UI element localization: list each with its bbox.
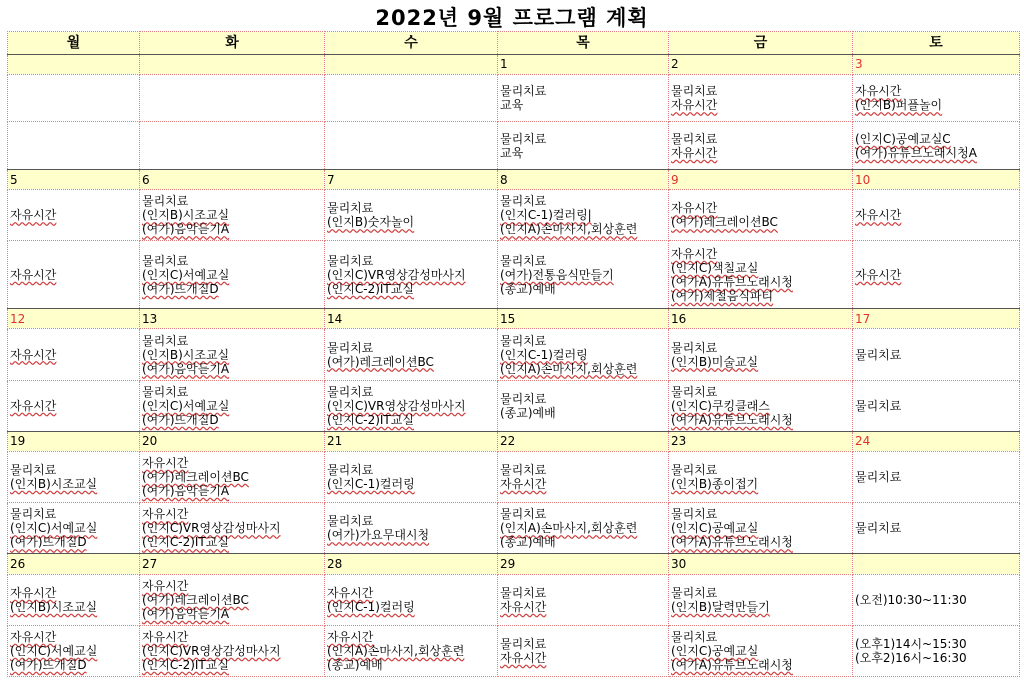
activity-cell-fri xyxy=(669,329,853,380)
program-entry: 물리치료 xyxy=(671,384,718,399)
date-cell-sat xyxy=(853,554,1020,574)
program-entry: 물리치료 xyxy=(327,253,374,268)
program-entry: 자유시간 xyxy=(10,629,57,644)
program-entry: (인지B)종이접기 xyxy=(671,477,759,492)
date-cell-tue: 27 xyxy=(140,554,325,574)
program-entry: 자유시간 xyxy=(671,201,718,216)
activity-row xyxy=(8,190,1020,241)
activity-cell-tue xyxy=(140,625,325,676)
weekday-fri: 금 xyxy=(669,32,853,55)
date-cell-sat: 10 xyxy=(853,170,1020,190)
activity-cell-sat xyxy=(853,329,1020,380)
activity-cell-sat xyxy=(853,241,1020,309)
activity-cell-tue xyxy=(140,190,325,241)
program-entry: (인지C)VR영상감성마사지 xyxy=(142,643,281,658)
program-entry: 물리치료 xyxy=(500,585,547,600)
activity-cell-mon xyxy=(8,190,140,241)
program-entry: (인지C)서예교실 xyxy=(142,398,230,413)
date-cell-tue: 6 xyxy=(140,170,325,190)
date-cell-fri: 30 xyxy=(669,554,853,574)
program-entry: (인지C)서예교실 xyxy=(10,643,98,658)
activity-cell-thu xyxy=(498,329,669,380)
activity-cell-mon xyxy=(8,503,140,554)
activity-cell-sat xyxy=(853,625,1020,676)
program-entry: 물리치료 xyxy=(671,131,718,146)
activity-cell-tue xyxy=(140,241,325,309)
program-entry: (여가)가요무대시청 xyxy=(327,528,430,543)
date-cell-sat: 17 xyxy=(853,309,1020,329)
activity-cell-tue xyxy=(140,329,325,380)
program-entry: (인지C-1)컬러링 xyxy=(327,477,415,492)
activity-cell-sat xyxy=(853,574,1020,625)
program-entry: (인지C)공예교실C xyxy=(855,131,951,146)
program-entry: 자유시간 xyxy=(10,398,57,413)
program-entry: (인지B)시조교실 xyxy=(10,477,98,492)
program-entry: 물리치료 xyxy=(671,340,718,355)
program-entry: (인지C)공예교실 xyxy=(671,521,759,536)
activity-cell-sat xyxy=(853,122,1020,170)
activity-cell-mon xyxy=(8,625,140,676)
program-entry: (여가)음악듣기A xyxy=(142,484,230,499)
program-entry: 물리치료 xyxy=(500,391,547,406)
program-entry: 자유시간 xyxy=(142,578,189,593)
program-entry: 물리치료 xyxy=(500,333,547,348)
activity-cell-fri xyxy=(669,574,853,625)
program-entry: 자유시간 xyxy=(142,507,189,522)
date-cell-thu: 15 xyxy=(498,309,669,329)
activity-cell-mon xyxy=(8,574,140,625)
activity-cell-wed xyxy=(325,574,498,625)
program-entry: 자유시간 xyxy=(500,477,547,492)
program-entry: (인지B)시조교실 xyxy=(10,599,98,614)
date-row xyxy=(8,431,1020,451)
program-entry: 물리치료 xyxy=(327,384,374,399)
program-entry: 자유시간 xyxy=(10,267,57,282)
program-entry: (여가A)유튜브노래시청 xyxy=(671,535,793,550)
program-entry: 자유시간 xyxy=(671,145,718,160)
program-entry: (인지C)서예교실 xyxy=(142,267,230,282)
program-entry: (인지B)시조교실 xyxy=(142,347,230,362)
program-entry: (인지C)색칠교실 xyxy=(671,260,759,275)
program-entry: 물리치료 xyxy=(327,514,374,529)
date-row xyxy=(8,309,1020,329)
program-entry: (종교)예배 xyxy=(500,535,556,550)
program-entry: 물리치료 xyxy=(142,253,189,268)
program-entry: (인지C-2)IT교실 xyxy=(327,412,414,427)
program-entry: (여가)레크레이션BC xyxy=(327,354,434,369)
program-entry: 자유시간 xyxy=(500,599,547,614)
activity-cell-fri xyxy=(669,625,853,676)
program-entry: (오전)10:30~11:30 xyxy=(855,592,967,607)
date-cell-thu: 22 xyxy=(498,431,669,451)
program-entry: 물리치료 xyxy=(671,629,718,644)
program-entry: (여가A)유튜브노래시청 xyxy=(671,412,793,427)
program-entry: (여가)뜨개질D xyxy=(10,535,87,550)
activity-cell-wed xyxy=(325,503,498,554)
date-cell-mon: 26 xyxy=(8,554,140,574)
date-cell-sat: 24 xyxy=(853,431,1020,451)
program-entry: 자유시간 xyxy=(671,98,718,113)
weekday-mon: 월 xyxy=(8,32,140,55)
program-entry: (인지C-1)컬러링| xyxy=(500,208,592,223)
program-entry: 자유시간 xyxy=(10,208,57,223)
activity-cell-tue xyxy=(140,451,325,502)
activity-cell-wed xyxy=(325,451,498,502)
activity-cell-thu xyxy=(498,625,669,676)
program-entry: 자유시간 xyxy=(855,208,902,223)
program-entry: 교육 xyxy=(500,98,524,113)
program-entry: 교육 xyxy=(500,145,524,160)
program-entry: (인지B)미술교실 xyxy=(671,354,759,369)
program-entry: (여가A)유튜브노래시청 xyxy=(671,274,793,289)
program-entry: (인지C-1)컬러링 xyxy=(327,599,415,614)
activity-row xyxy=(8,451,1020,502)
date-cell-wed xyxy=(325,54,498,74)
activity-cell-fri xyxy=(669,503,853,554)
program-entry: (여가A)유튜브노래시청 xyxy=(671,657,793,672)
date-cell-fri: 16 xyxy=(669,309,853,329)
program-entry: 물리치료 xyxy=(10,507,57,522)
program-entry: (인지A)손마사지,회상훈련 xyxy=(500,361,638,376)
program-entry: 물리치료 xyxy=(500,253,547,268)
activity-cell-mon xyxy=(8,74,140,122)
date-row xyxy=(8,554,1020,574)
program-entry: 자유시간 xyxy=(855,84,902,99)
activity-cell-tue xyxy=(140,574,325,625)
activity-row xyxy=(8,380,1020,431)
program-entry: (여가)유튜브노래시청A xyxy=(855,145,977,160)
date-cell-tue xyxy=(140,54,325,74)
activity-cell-sat xyxy=(853,380,1020,431)
program-entry: (오후1)14시~15:30 xyxy=(855,636,967,651)
program-entry: (여가)뜨개질D xyxy=(142,412,219,427)
program-entry: (인지B)퍼플놀이 xyxy=(855,98,943,113)
program-entry: (인지C-2)IT교실 xyxy=(142,535,229,550)
program-entry: (여가)전통음식만들기 xyxy=(500,267,614,282)
program-entry: (인지C-2)IT교실 xyxy=(142,657,229,672)
activity-cell-mon xyxy=(8,241,140,309)
activity-cell-sat xyxy=(853,190,1020,241)
program-entry: (여가)제철음식파티 xyxy=(671,288,774,303)
activity-cell-fri xyxy=(669,122,853,170)
page-title: 2022년 9월 프로그램 계획 xyxy=(375,6,649,30)
weekday-header-row xyxy=(8,32,1020,55)
program-entry: (여가)뜨개질D xyxy=(142,281,219,296)
program-entry: (인지C)쿠킹클래스 xyxy=(671,398,770,413)
activity-cell-tue xyxy=(140,122,325,170)
activity-row xyxy=(8,329,1020,380)
date-cell-fri: 9 xyxy=(669,170,853,190)
activity-cell-wed xyxy=(325,122,498,170)
program-entry: 물리치료 xyxy=(671,507,718,522)
activity-cell-mon xyxy=(8,380,140,431)
activity-cell-fri xyxy=(669,380,853,431)
activity-cell-thu xyxy=(498,122,669,170)
program-entry: 물리치료 xyxy=(500,507,547,522)
weekday-tue: 화 xyxy=(140,32,325,55)
program-entry: 물리치료 xyxy=(500,194,547,209)
program-entry: 물리치료 xyxy=(500,84,547,99)
date-cell-wed: 7 xyxy=(325,170,498,190)
activity-cell-wed xyxy=(325,190,498,241)
date-cell-mon: 19 xyxy=(8,431,140,451)
activity-cell-tue xyxy=(140,74,325,122)
program-entry: (여가)레크레이션BC xyxy=(671,215,778,230)
date-cell-sat: 3 xyxy=(853,54,1020,74)
program-entry: (인지B)달력만들기 xyxy=(671,599,770,614)
weekday-wed: 수 xyxy=(325,32,498,55)
program-entry: 물리치료 xyxy=(855,521,902,536)
activity-cell-wed xyxy=(325,241,498,309)
program-entry: (종교)예배 xyxy=(327,657,383,672)
program-entry: 자유시간 xyxy=(10,347,57,362)
program-entry: (여가)레크레이션BC xyxy=(142,470,249,485)
program-entry: (오후2)16시~16:30 xyxy=(855,650,967,665)
program-entry: 물리치료 xyxy=(671,463,718,478)
date-cell-thu: 1 xyxy=(498,54,669,74)
program-entry: 자유시간 xyxy=(10,585,57,600)
program-entry: 자유시간 xyxy=(855,267,902,282)
program-entry: (여가)음악듣기A xyxy=(142,361,230,376)
program-entry: (인지C)VR영상감성마사지 xyxy=(327,267,466,282)
activity-cell-tue xyxy=(140,380,325,431)
activity-row xyxy=(8,503,1020,554)
program-entry: 자유시간 xyxy=(500,650,547,665)
activity-row xyxy=(8,625,1020,676)
program-entry: 물리치료 xyxy=(10,463,57,478)
activity-cell-thu xyxy=(498,380,669,431)
program-entry: 물리치료 xyxy=(142,384,189,399)
program-entry: 물리치료 xyxy=(500,636,547,651)
program-entry: (인지A)손마사지,회상훈련 xyxy=(500,521,638,536)
activity-cell-thu xyxy=(498,190,669,241)
program-entry: (인지C)서예교실 xyxy=(10,521,98,536)
activity-row xyxy=(8,241,1020,309)
activity-cell-thu xyxy=(498,451,669,502)
activity-cell-fri xyxy=(669,241,853,309)
date-row xyxy=(8,54,1020,74)
date-cell-wed: 21 xyxy=(325,431,498,451)
activity-cell-wed xyxy=(325,380,498,431)
program-entry: (인지C)VR영상감성마사지 xyxy=(327,398,466,413)
activity-cell-fri xyxy=(669,74,853,122)
program-entry: (여가)음악듣기A xyxy=(142,606,230,621)
weekday-sat: 토 xyxy=(853,32,1020,55)
program-entry: 물리치료 xyxy=(671,585,718,600)
date-cell-thu: 8 xyxy=(498,170,669,190)
date-cell-mon xyxy=(8,54,140,74)
activity-cell-thu xyxy=(498,503,669,554)
program-entry: (인지B)숫자놀이 xyxy=(327,215,415,230)
program-entry: (여가)뜨개질D xyxy=(10,657,87,672)
date-cell-wed: 14 xyxy=(325,309,498,329)
program-entry: (종교)예배 xyxy=(500,405,556,420)
date-cell-mon: 12 xyxy=(8,309,140,329)
date-cell-mon: 5 xyxy=(8,170,140,190)
program-entry: (종교)예배 xyxy=(500,281,556,296)
program-entry: 물리치료 xyxy=(855,398,902,413)
schedule-table xyxy=(7,31,1020,677)
program-entry: (인지A)손마사지,회상훈련 xyxy=(500,222,638,237)
program-entry: (여가)레크레이션BC xyxy=(142,592,249,607)
activity-cell-sat xyxy=(853,451,1020,502)
activity-cell-thu xyxy=(498,241,669,309)
date-cell-wed: 28 xyxy=(325,554,498,574)
activity-row xyxy=(8,122,1020,170)
program-entry: 물리치료 xyxy=(500,131,547,146)
activity-cell-tue xyxy=(140,503,325,554)
program-entry: (인지C-2)IT교실 xyxy=(327,281,414,296)
program-entry: 자유시간 xyxy=(327,629,374,644)
program-entry: 자유시간 xyxy=(327,585,374,600)
program-entry: 물리치료 xyxy=(327,340,374,355)
activity-row xyxy=(8,574,1020,625)
program-entry: 물리치료 xyxy=(671,84,718,99)
activity-cell-wed xyxy=(325,329,498,380)
date-cell-tue: 20 xyxy=(140,431,325,451)
program-entry: (인지C-1)컬러링 xyxy=(500,347,588,362)
activity-row xyxy=(8,74,1020,122)
program-entry: 물리치료 xyxy=(855,347,902,362)
program-entry: (인지C)VR영상감성마사지 xyxy=(142,521,281,536)
program-entry: 물리치료 xyxy=(142,194,189,209)
program-entry: (인지A)손마사지,회상훈련 xyxy=(327,643,465,658)
program-entry: 자유시간 xyxy=(142,629,189,644)
program-entry: (인지B)시조교실 xyxy=(142,208,230,223)
activity-cell-mon xyxy=(8,329,140,380)
program-entry: (여가)음악듣기A xyxy=(142,222,230,237)
activity-cell-sat xyxy=(853,503,1020,554)
date-cell-fri: 23 xyxy=(669,431,853,451)
activity-cell-wed xyxy=(325,74,498,122)
program-entry: 물리치료 xyxy=(142,333,189,348)
program-entry: 물리치료 xyxy=(855,470,902,485)
activity-cell-thu xyxy=(498,574,669,625)
program-entry: (인지C)공예교실 xyxy=(671,643,759,658)
program-entry: 물리치료 xyxy=(500,463,547,478)
activity-cell-fri xyxy=(669,190,853,241)
activity-cell-mon xyxy=(8,451,140,502)
date-row xyxy=(8,170,1020,190)
date-cell-thu: 29 xyxy=(498,554,669,574)
activity-cell-fri xyxy=(669,451,853,502)
program-entry: 자유시간 xyxy=(671,246,718,261)
activity-cell-wed xyxy=(325,625,498,676)
activity-cell-thu xyxy=(498,74,669,122)
program-entry: 자유시간 xyxy=(142,456,189,471)
program-entry: 물리치료 xyxy=(327,463,374,478)
date-cell-fri: 2 xyxy=(669,54,853,74)
activity-cell-sat xyxy=(853,74,1020,122)
date-cell-tue: 13 xyxy=(140,309,325,329)
program-entry: 물리치료 xyxy=(327,201,374,216)
weekday-thu: 목 xyxy=(498,32,669,55)
activity-cell-mon xyxy=(8,122,140,170)
